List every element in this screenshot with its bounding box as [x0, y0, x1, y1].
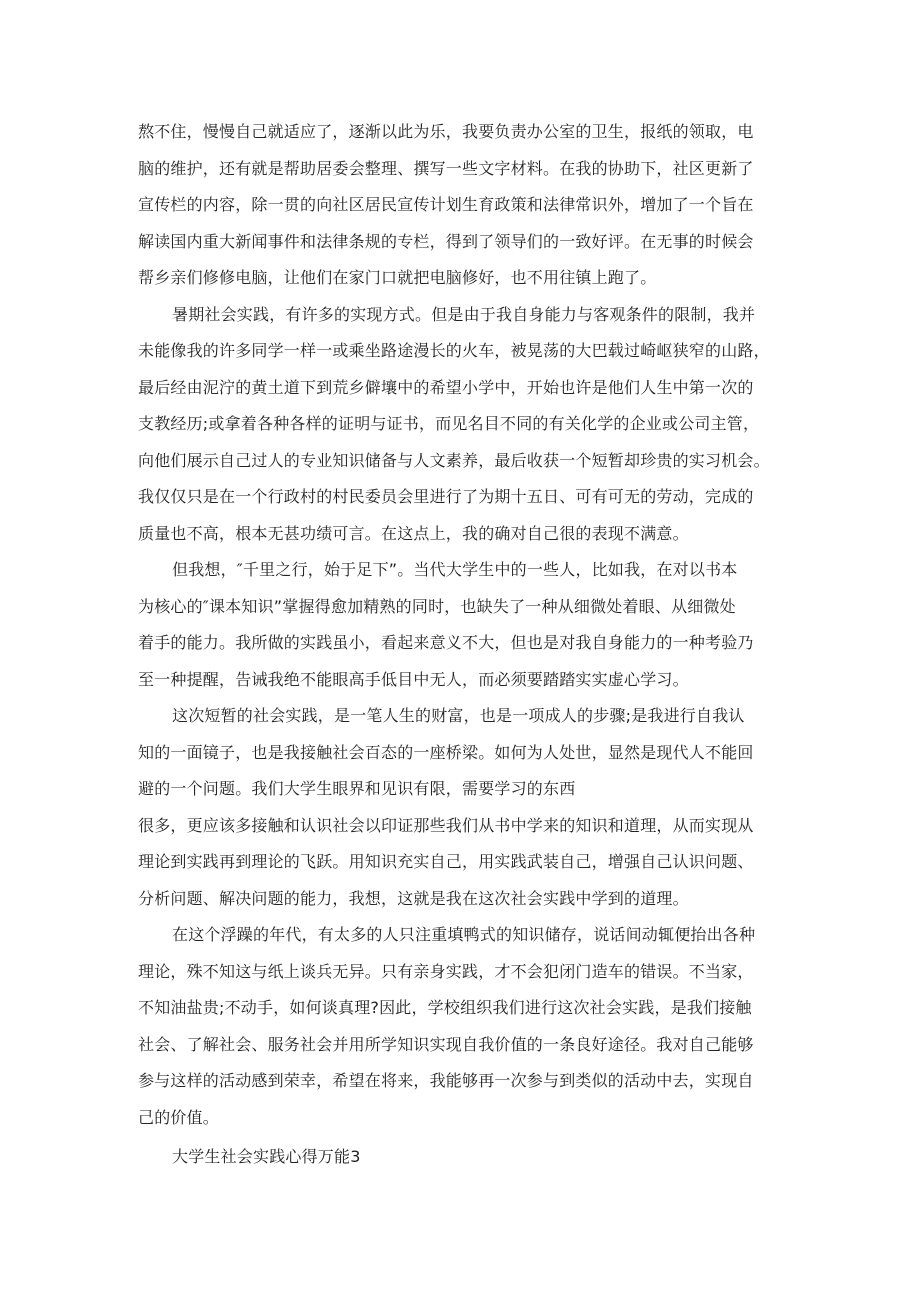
- text-line: 很多，更应该多接触和认识社会以印证那些我们从书中学来的知识和道理，从而实现从: [138, 815, 754, 835]
- text-line: 宣传栏的内容，除一贯的向社区居民宣传计划生育政策和法律常识外，增加了一个旨在: [138, 195, 754, 214]
- text-line: 参与这样的活动感到荣幸，希望在将来，我能够再一次参与到类似的活动中去，实现自: [138, 1071, 754, 1090]
- paragraph-6: [138, 917, 788, 1136]
- text-line: 分析问题、解决问题的能力，我想，这就是我在这次社会实践中学到的道理。: [138, 888, 689, 908]
- text-line: 但我想，″千里之行，始于足下”。当代大学生中的一些人，比如我，在对以书本: [172, 560, 738, 579]
- text-line: 这次短暂的社会实践，是一笔人生的财富，也是一项成人的步骤;是我进行自我认: [172, 706, 745, 725]
- text-line: 暑期社会实践，有许多的实现方式。但是由于我自身能力与客观条件的限制，我并: [172, 304, 756, 324]
- text-line: 理论到实践再到理论的飞跃。用知识充实自己，用实践武装自己，增强自己认识问题、: [138, 852, 754, 871]
- text-line: 质量也不高，根本无甚功绩可言。在这点上，我的确对自己很的表现不满意。: [138, 523, 689, 543]
- text-line: 至一种提醒，告诫我绝不能眼高手低目中无人，而必须要踏踏实实虚心学习。: [138, 669, 689, 689]
- text-line: 帮乡亲们修修电脑，让他们在家门口就把电脑修好，也不用往镇上跑了。: [138, 268, 657, 287]
- text-line: 我仅仅只是在一个行政村的村民委员会里进行了为期十五日、可有可无的劳动，完成的: [138, 487, 754, 506]
- text-line: 最后经由泥泞的黄土道下到荒乡僻壤中的希望小学中，开始也许是他们人生中第一次的: [138, 377, 754, 397]
- text-line: 解读国内重大新闻事件和法律条规的专栏，得到了领导们的一致好评。在无事的时候会: [138, 231, 754, 251]
- paragraph-2: [138, 297, 788, 553]
- text-line: 脑的维护，还有就是帮助居委会整理、撰写一些文字材料。在我的协助下，社区更新了: [138, 158, 754, 178]
- paragraph-1: [138, 114, 788, 297]
- text-line: 未能像我的许多同学一样一或乘坐路途漫长的火车，被晃荡的大巴载过崎岖狭窄的山路，: [138, 341, 770, 360]
- paragraph-5: [138, 808, 788, 918]
- text-line: 理论，殊不知这与纸上谈兵无异。只有亲身实践，才不会犯闭门造车的错误。不当家，: [138, 961, 754, 981]
- text-line: 为核心的″课本知识”掌握得愈加精熟的同时，也缺失了一种从细微处着眼、从细微处: [138, 596, 736, 616]
- text-line: 着手的能力。我所做的实践虽小，看起来意义不大，但也是对我自身能力的一种考验乃: [138, 633, 754, 652]
- paragraph-4: [138, 698, 788, 808]
- text-line: 熬不住，慢慢自己就适应了，逐渐以此为乐，我要负责办公室的卫生，报纸的领取，电: [138, 122, 754, 141]
- text-line: 己的价值。: [138, 1107, 220, 1127]
- text-line: 在这个浮躁的年代，有太多的人只注重填鸭式的知识储存，说话间动辄便抬出各种: [172, 925, 756, 944]
- text-line: 避的一个问题。我们大学生眼界和见识有限，需要学习的东西: [138, 779, 576, 798]
- text-line: 知的一面镜子，也是我接触社会百态的一座桥梁。如何为人处世，显然是现代人不能回: [138, 742, 754, 762]
- section-heading: 大学生社会实践心得万能3: [172, 1147, 361, 1166]
- text-line: 向他们展示自己过人的专业知识储备与人文素养，最后收获一个短暂却珍贵的实习机会。: [138, 450, 770, 470]
- text-line: 社会、了解社会、服务社会并用所学知识实现自我价值的一条良好途径。我对自己能够: [138, 1034, 754, 1054]
- document-body: [138, 114, 788, 1176]
- text-line: 支教经历;或拿着各种各样的证明与证书，而见名目不同的有关化学的企业或公司主管，: [138, 414, 760, 433]
- paragraph-3: [138, 552, 788, 698]
- text-line: 不知油盐贵;不动手，如何谈真理?因此，学校组织我们进行这次社会实践，是我们接触: [138, 998, 752, 1017]
